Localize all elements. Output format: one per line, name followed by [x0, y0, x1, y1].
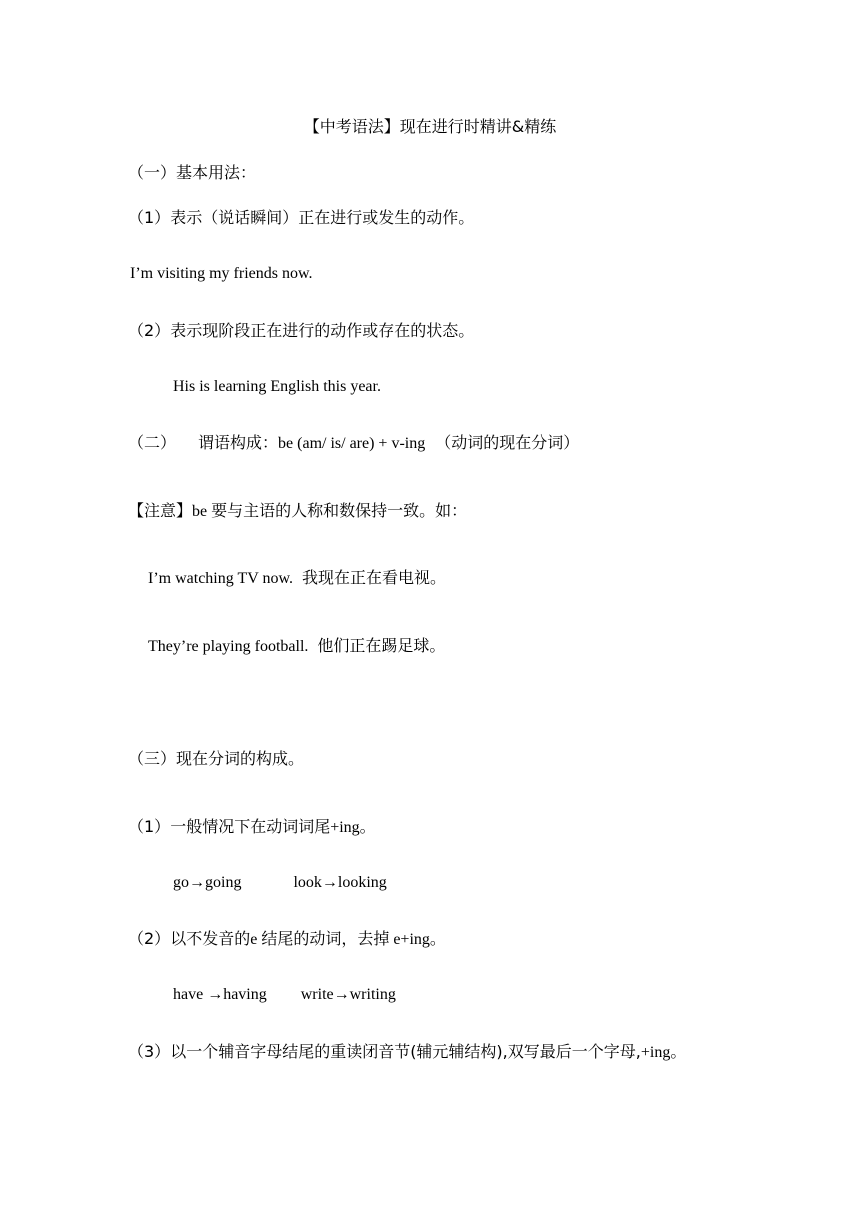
- note-example-1: [148, 567, 446, 590]
- formation-rule-1-example-a: go→going: [173, 874, 242, 891]
- formation-rule-3-text: 以一个辅音字母结尾的重读闭音节(辅元辅结构),双写最后一个字母,: [170, 1042, 641, 1061]
- page-title: 【中考语法】现在进行时精讲&精练: [303, 117, 557, 136]
- example-1: I’m visiting my friends now.: [130, 265, 313, 282]
- formation-rule-2-example-a: have →having: [173, 986, 267, 1003]
- rule-1-text: 表示（说话瞬间）正在进行或发生的动作。: [170, 208, 475, 227]
- formation-rule-2-text-a: 以不发音的: [170, 929, 251, 948]
- note-example-2-en: They’re playing football.: [148, 638, 309, 655]
- rule-2-text: 表示现阶段正在进行的动作或存在的状态。: [170, 321, 475, 340]
- formation-rule-1-examples: [173, 872, 387, 894]
- formation-rule-1-example-b: look→looking: [293, 874, 387, 891]
- section-1-heading: （一）基本用法：: [128, 163, 257, 182]
- note-example-1-cn: 我现在正在看电视。: [302, 568, 447, 587]
- rule-1-number: （1）: [128, 208, 171, 227]
- formation-rule-1-text: 一般情况下在动词词尾: [170, 817, 331, 836]
- formation-rule-2-text-b: 结尾的动词，去掉: [261, 929, 390, 948]
- rule-2-number: （2）: [128, 321, 171, 340]
- structure-formula: be (am/ is/ are) + v-ing: [278, 435, 426, 452]
- section-3-heading: （三）现在分词的构成。: [128, 749, 305, 768]
- section-2-heading: （二）: [128, 433, 177, 452]
- formation-rule-1-suffix: +ing: [330, 819, 360, 836]
- note-example-2: [148, 635, 445, 658]
- formation-rule-3-end: 。: [670, 1042, 687, 1061]
- section-2-line: [128, 432, 579, 455]
- structure-label: 谓语构成：: [198, 433, 279, 452]
- note-text: 要与主语的人称和数保持一致。如：: [211, 501, 468, 520]
- formation-rule-3-suffix: +ing: [640, 1044, 671, 1061]
- rule-1-line: [128, 207, 474, 229]
- formation-rule-1-end: 。: [359, 817, 376, 836]
- note-be: be: [192, 503, 208, 520]
- formation-rule-3-number: （3）: [128, 1042, 171, 1061]
- formation-rule-1: [128, 816, 376, 839]
- formation-rule-2-suffix: e+ing: [393, 931, 430, 948]
- note-tag: 【注意】: [128, 501, 193, 520]
- formation-rule-2-examples: [173, 984, 396, 1006]
- formation-rule-2-end: 。: [429, 929, 446, 948]
- example-2: His is learning English this year.: [173, 378, 381, 395]
- formation-rule-2-e: e: [250, 931, 258, 948]
- formation-rule-2-example-b: write→writing: [300, 986, 396, 1003]
- note-example-1-en: I’m watching TV now.: [148, 570, 294, 587]
- note-example-2-cn: 他们正在踢足球。: [317, 636, 446, 655]
- note-line: [128, 500, 467, 523]
- formation-rule-2: [128, 928, 446, 951]
- structure-note: （动词的现在分词）: [435, 433, 580, 452]
- formation-rule-3: [128, 1041, 686, 1064]
- rule-2-line: [128, 320, 474, 342]
- formation-rule-1-number: （1）: [128, 817, 171, 836]
- formation-rule-2-number: （2）: [128, 929, 171, 948]
